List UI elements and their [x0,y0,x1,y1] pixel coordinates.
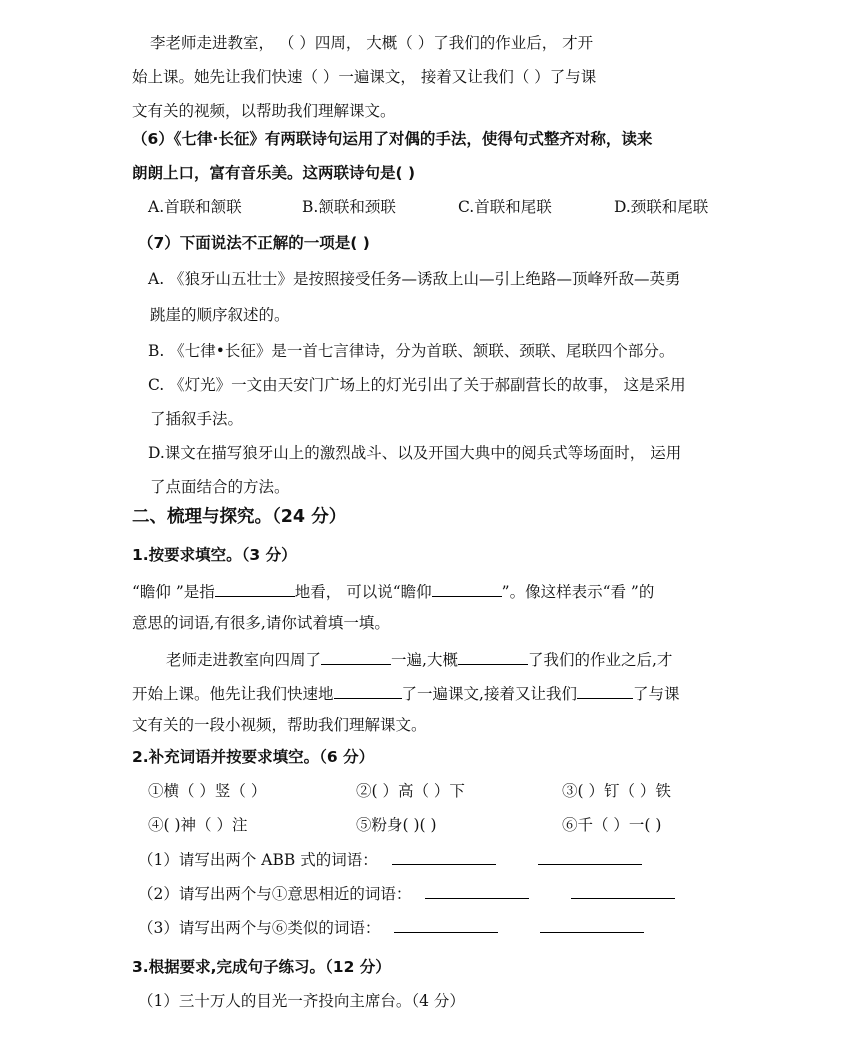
word-item: ⑥千（ ）一( ) [562,816,662,834]
q7-option-a-line-1: A. 《狼牙山五壮士》是按照接受任务—诱敌上山—引上绝路—顶峰歼敌—英勇 [148,270,681,288]
part2-sub-1-text: （1）请写出两个 ABB 式的词语： [138,851,378,869]
q7-option-d-line-2: 了点面结合的方法。 [150,478,290,496]
answer-blank[interactable] [394,916,498,933]
q6-stem-line-2: 朗朗上口，富有音乐美。这两联诗句是( ) [132,164,416,182]
part2-sub-1 [138,848,642,871]
fill-blank[interactable] [432,580,502,597]
part1-text-c: ”。像这样表示“看 ”的 [501,583,655,601]
q6-option-a: A.首联和颔联 [148,198,242,216]
answer-blank[interactable] [538,848,642,865]
part1-text-g: 开始上课。他先让我们快速地 [132,685,334,703]
part1-text-i: 了与课 [632,685,680,703]
q6-option-c: C.首联和尾联 [458,198,552,216]
q7-option-a-line-2: 跳崖的顺序叙述的。 [150,306,290,324]
part1-text-f: 了我们的作业之后,才 [527,651,673,669]
word-item: ④( )神（ ）注 [148,816,248,834]
q6-stem-line-1: （6）《七律·长征》有两联诗句运用了对偶的手法，使得句式整齐对称，读来 [132,130,653,148]
part1-line-1 [132,580,654,603]
section-title: 二、梳理与探究。（24 分） [132,507,347,527]
part1-text-a: “瞻仰 ”是指 [132,583,215,601]
fill-blank[interactable] [458,648,528,665]
part1-line-5: 文有关的一段小视频，帮助我们理解课文。 [132,716,427,734]
part3-sub-1: （1）三十万人的目光一齐投向主席台。（4 分） [138,992,465,1010]
part2-sub-2 [138,882,675,905]
q6-option-b: B.颔联和颈联 [302,198,396,216]
part1-line-3 [166,648,672,671]
word-item: ①横（ ）竖（ ） [148,782,267,800]
part1-text-e: 一遍,大概 [391,651,458,669]
part2-sub-2-text: （2）请写出两个与①意思相近的词语： [138,885,412,903]
q7-option-d-line-1: D.课文在描写狼牙山上的激烈战斗、以及开国大典中的阅兵式等场面时， 运用 [148,444,682,462]
part3-heading: 3.根据要求,完成句子练习。（12 分） [132,958,391,976]
intro-line-3: 文有关的视频，以帮助我们理解课文。 [132,102,396,120]
part1-heading: 1.按要求填空。（3 分） [132,546,297,564]
word-item: ②( ）高（ ）下 [356,782,465,800]
part1-text-b: 地看， 可以说“瞻仰 [294,583,432,601]
intro-line-1: 李老师走进教室， （ ）四周， 大概（ ）了我们的作业后， 才开 [150,34,594,52]
part1-text-h: 了一遍课文,接着又让我们 [401,685,577,703]
fill-blank[interactable] [577,682,633,699]
answer-blank[interactable] [425,882,529,899]
q7-option-b: B. 《七律•长征》是一首七言律诗，分为首联、颔联、颈联、尾联四个部分。 [148,342,675,360]
answer-blank[interactable] [392,848,496,865]
word-item: ⑤粉身( )( ) [356,816,437,834]
fill-blank[interactable] [321,648,391,665]
part2-sub-3 [138,916,644,939]
q7-stem: （7）下面说法不正解的一项是( ) [138,234,370,252]
part1-text-d: 老师走进教室向四周了 [166,651,322,669]
q6-option-d: D.颈联和尾联 [614,198,709,216]
part2-heading: 2.补充词语并按要求填空。（6 分） [132,748,375,766]
q7-option-c-line-2: 了插叙手法。 [150,410,244,428]
fill-blank[interactable] [215,580,295,597]
part2-sub-3-text: （3）请写出两个与⑥类似的词语： [138,919,381,937]
answer-blank[interactable] [571,882,675,899]
part1-line-4 [132,682,679,705]
intro-line-2: 始上课。她先让我们快速（ ）一遍课文， 接着又让我们（ ）了与课 [132,68,597,86]
part1-line-2: 意思的词语,有很多,请你试着填一填。 [132,614,390,632]
q7-option-c-line-1: C. 《灯光》一文由天安门广场上的灯光引出了关于郝副营长的故事， 这是采用 [148,376,686,394]
word-item: ③( ）钉（ ）铁 [562,782,671,800]
answer-blank[interactable] [540,916,644,933]
fill-blank[interactable] [334,682,402,699]
